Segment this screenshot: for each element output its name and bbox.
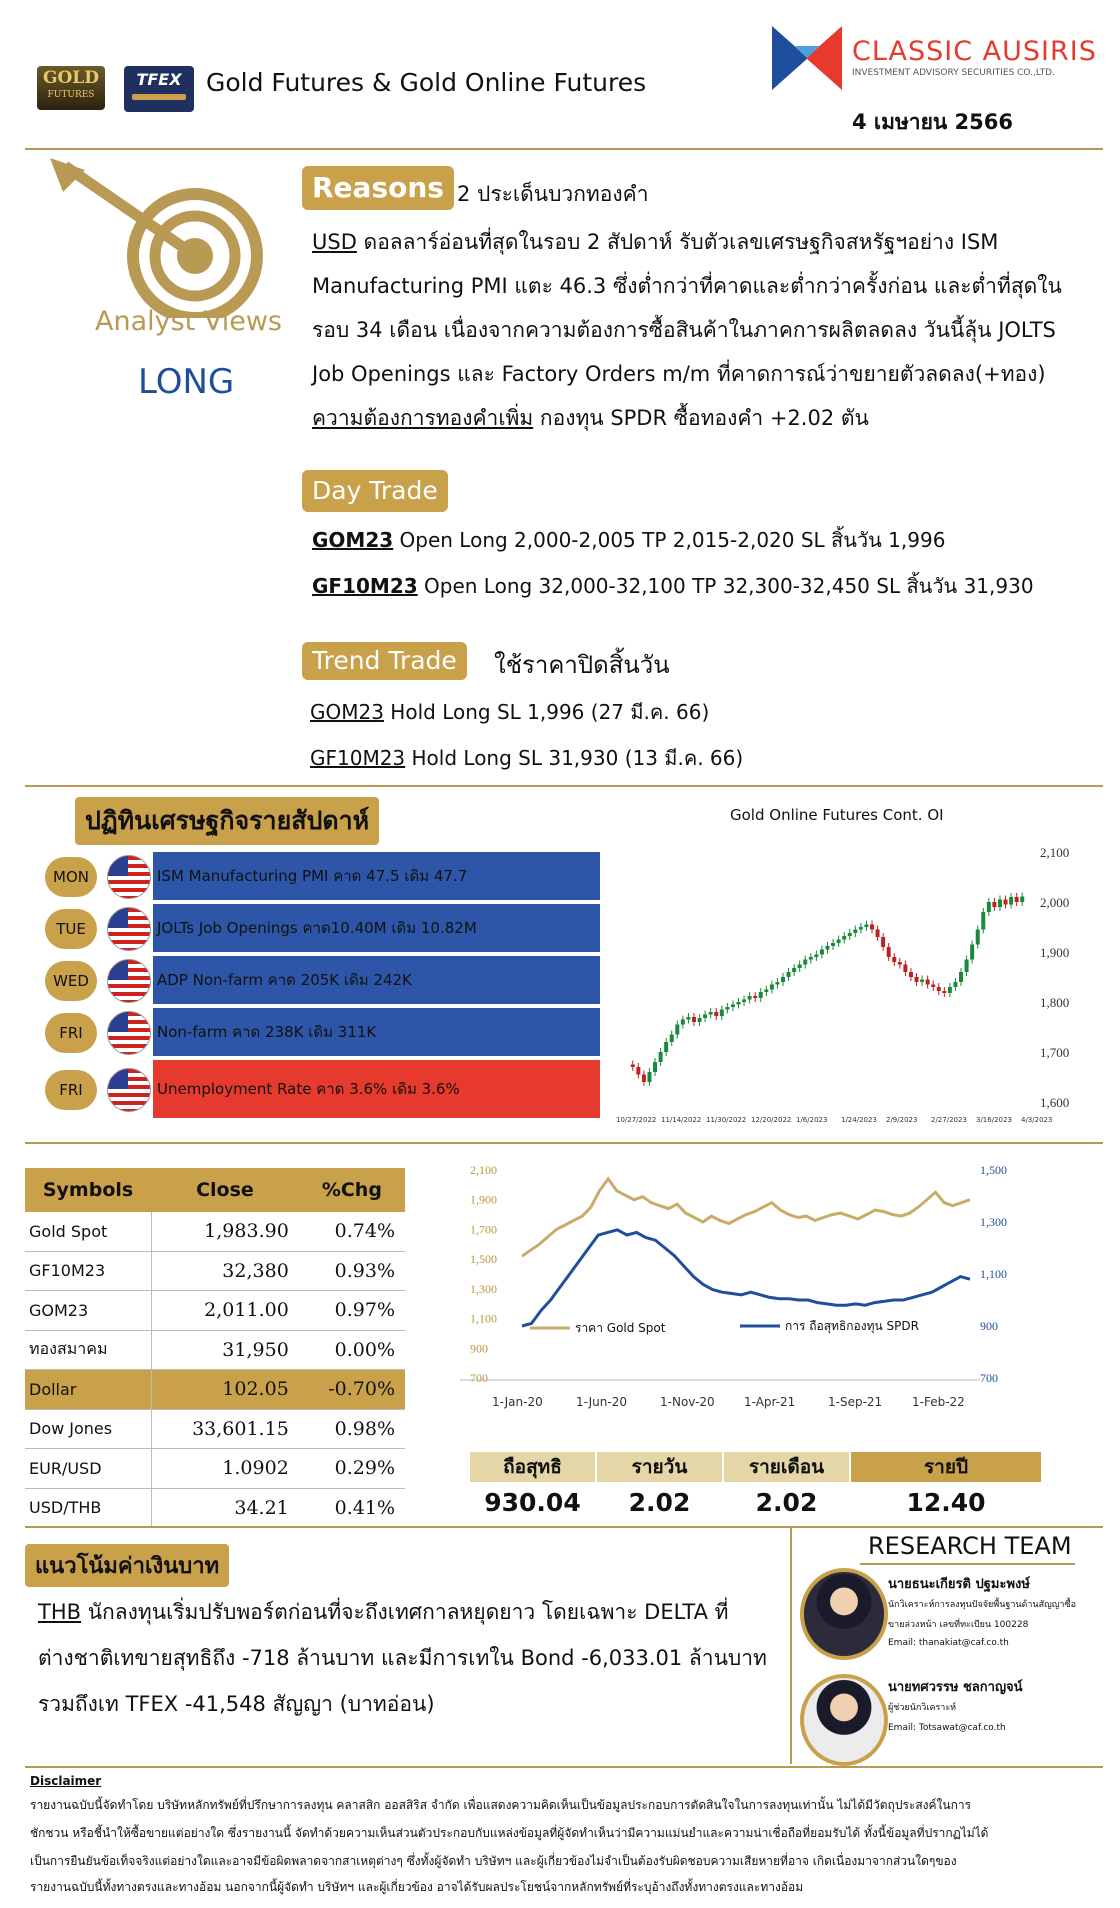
classic-ausiris-logo [772, 26, 842, 90]
stat-header-daily: รายวัน [597, 1452, 722, 1482]
us-flag-icon [107, 907, 151, 951]
candle-body [748, 996, 752, 1000]
candle-body [992, 902, 996, 907]
x-tick-label: 2/9/2023 [886, 1116, 918, 1124]
us-flag-icon [107, 1011, 151, 1055]
baht-line-2: ต่างชาติเทขายสุทธิถึง -718 ล้านบาท และมีการเทใน Bond -6,033.01 ล้านบาท [38, 1646, 767, 1670]
candle-body [803, 960, 807, 965]
research-title: RESEARCH TEAM [868, 1532, 1072, 1560]
candle-body [948, 987, 952, 993]
candle-body [953, 982, 957, 987]
quote-close: 1,983.90 [151, 1212, 299, 1251]
divider-charts [25, 1142, 1103, 1144]
quote-symbol: USD/THB [25, 1488, 151, 1528]
quote-change: 0.93% [299, 1251, 405, 1291]
candle-body [887, 947, 891, 957]
candle-body [709, 1012, 713, 1015]
day-trade-symbol-2: GF10M23 [312, 574, 418, 598]
x-tick-label: 10/27/2022 [616, 1116, 657, 1124]
gold-futures-logo [37, 66, 105, 110]
baht-line-1 [38, 1590, 728, 1634]
right-y-tick-label: 1,300 [980, 1215, 1007, 1229]
candle-body [881, 937, 885, 947]
day-trade-row-1 [312, 518, 945, 562]
stat-value-monthly: 2.02 [755, 1487, 818, 1517]
left-y-tick-label: 900 [470, 1341, 488, 1356]
candle-body [848, 933, 852, 936]
stat-value-net: 930.04 [484, 1487, 581, 1517]
x-tick-label: 1-Feb-22 [912, 1395, 965, 1409]
candle-body [798, 965, 802, 969]
brand-name: CLASSIC AUSIRIS [852, 36, 1097, 67]
quotes-header-symbols: Symbols [25, 1168, 151, 1212]
reason-demand-key: ความต้องการทองคำเพิ่ม [312, 406, 534, 430]
analyst-1-email: Email: thanakiat@caf.co.th [888, 1638, 1009, 1648]
divider-top [25, 148, 1103, 150]
us-flag-icon [107, 1068, 151, 1112]
left-y-tick-label: 1,500 [470, 1252, 497, 1267]
calendar-day: FRI [45, 1070, 97, 1110]
trend-trade-text-1: Hold Long SL 1,996 (27 มี.ค. 66) [383, 700, 710, 724]
candle-body [931, 985, 935, 988]
trend-trade-text-2: Hold Long SL 31,930 (13 มี.ค. 66) [405, 746, 744, 770]
quote-change: 0.98% [299, 1409, 405, 1449]
calendar-day: MON [45, 857, 97, 897]
day-trade-tag: Day Trade [302, 470, 448, 512]
candle-body [915, 977, 919, 982]
quotes-header-close: Close [151, 1168, 299, 1212]
reason-line-5 [312, 396, 869, 440]
candle-body [976, 930, 980, 945]
x-tick-label: 1-Apr-21 [744, 1395, 796, 1409]
candle-body [876, 930, 880, 938]
trend-trade-row-2 [310, 736, 743, 780]
candle-chart-title: Gold Online Futures Cont. OI [730, 806, 944, 824]
tfex-logo-text: TFEX [136, 70, 182, 89]
series-line-gold-spot [522, 1179, 970, 1256]
reason-demand-text: กองทุน SPDR ซื้อทองคำ +2.02 ตัน [533, 406, 869, 430]
analyst-2-avatar [800, 1674, 888, 1766]
quotes-header-chg: %Chg [299, 1168, 405, 1212]
analyst-view-long: LONG [138, 362, 235, 402]
candle-body [659, 1052, 663, 1062]
quote-symbol: EUR/USD [25, 1449, 151, 1489]
x-tick-label: 1-Jun-20 [576, 1395, 627, 1409]
analyst-2-role: ผู้ช่วยนักวิเคราะห์ [888, 1703, 957, 1713]
table-row [25, 1449, 405, 1489]
candle-body [1015, 897, 1019, 902]
right-y-tick-label: 700 [980, 1371, 998, 1385]
day-trade-text-1: Open Long 2,000-2,005 TP 2,015-2,020 SL สิ้นวัน 1,996 [393, 528, 946, 552]
x-tick-label: 4/3/2023 [1021, 1116, 1053, 1124]
quote-symbol: GF10M23 [25, 1251, 151, 1291]
day-trade-row-2 [312, 564, 1034, 608]
quote-close: 32,380 [151, 1251, 299, 1291]
candle-body [809, 957, 813, 960]
quote-change: 0.00% [299, 1330, 405, 1370]
y-tick-label: 1,700 [1040, 1045, 1070, 1060]
left-y-tick-label: 1,700 [470, 1222, 497, 1237]
x-tick-label: 12/20/2022 [751, 1116, 792, 1124]
calendar-row [45, 1008, 600, 1058]
candle-body [920, 980, 924, 983]
tfex-logo-bar [132, 94, 186, 100]
analyst-views-label: Analyst Views [95, 306, 282, 337]
calendar-row [45, 904, 600, 954]
candle-body [781, 977, 785, 982]
quote-close: 33,601.15 [151, 1409, 299, 1449]
candle-body [692, 1017, 696, 1022]
x-tick-label: 1-Nov-20 [660, 1395, 715, 1409]
disclaimer-line-2: ชักชวน หรือชี้นำให้ซื้อขายแต่อย่างใด ซึ่งรายงานนี้ จัดทำด้วยความเห็นส่วนตัวประกอบกับแหล่งข้อมูลที่ผู้จัดทำเห็นว่ามีความแม่นยำและความน่าเชื่อถือที่ยอมรับได้ ทั้งนี้ข้อมูลที่ปรากฏไม่ได้ [30, 1826, 989, 1840]
quote-change: 0.97% [299, 1291, 405, 1331]
table-row [25, 1212, 405, 1251]
disclaimer-line-3: เป็นการยืนยันข้อเท็จจริงแต่อย่างใดและอาจมีข้อผิดพลาดจากสาเหตุต่างๆ ซึ่งทั้งผู้จัดทำ บริษัทฯ และผู้เกี่ยวข้องไม่จำเป็นต้องรับผิดชอบความเสียหายที่อาจ เกิดเนื่องมาจากส่วนใดๆของ [30, 1854, 957, 1868]
x-tick-label: 1-Sep-21 [828, 1395, 883, 1409]
candle-body [647, 1072, 651, 1082]
table-row [25, 1330, 405, 1370]
target-arrow-icon [45, 158, 285, 318]
reason-line-2: Manufacturing PMI แตะ 46.3 ซึ่งต่ำกว่าที่คาดและต่ำกว่าครั้งก่อน และต่ำที่สุดใน [312, 274, 1062, 298]
page-title: Gold Futures & Gold Online Futures [206, 68, 647, 97]
calendar-row [45, 956, 600, 1006]
left-y-tick-label: 1,900 [470, 1192, 497, 1207]
candle-body [831, 943, 835, 946]
stat-header-yearly: รายปี [851, 1452, 1041, 1482]
report-date: 4 เมษายน 2566 [852, 110, 1013, 134]
candle-body [681, 1020, 685, 1025]
candle-body [903, 965, 907, 973]
candle-body [837, 940, 841, 944]
day-trade-text-2: Open Long 32,000-32,100 TP 32,300-32,450 SL สิ้นวัน 31,930 [417, 574, 1034, 598]
gold-logo-sub: FUTURES [47, 90, 95, 100]
analyst-2-name: นายทศวรรษ ชลกาญจน์ [888, 1680, 1023, 1695]
calendar-row [45, 852, 600, 902]
analyst-1-role: นักวิเคราะห์การลงทุนปัจจัยพื้นฐานด้านสัญญาซื้อ [888, 1600, 1076, 1610]
x-tick-label: 1-Jan-20 [492, 1395, 543, 1409]
gold-logo-text: GOLD [42, 68, 100, 88]
legend-label-spdr: การ ถือสุทธิกองทุน SPDR [785, 1319, 919, 1333]
calendar-day: WED [45, 961, 97, 1001]
quote-close: 102.05 [151, 1370, 299, 1410]
candle-body [942, 991, 946, 993]
candle-body [698, 1018, 702, 1022]
y-tick-label: 1,600 [1040, 1095, 1070, 1110]
tfex-logo [124, 66, 194, 112]
candle-body [1020, 897, 1024, 903]
y-tick-label: 2,000 [1040, 895, 1070, 910]
candle-body [926, 980, 930, 985]
quote-close: 31,950 [151, 1330, 299, 1370]
calendar-event: ADP Non-farm คาด 205K เดิม 242K [153, 956, 600, 1006]
quote-close: 2,011.00 [151, 1291, 299, 1331]
x-tick-label: 2/27/2023 [931, 1116, 967, 1124]
candle-body [987, 902, 991, 912]
gold-spdr-chart [460, 1160, 1040, 1420]
candle-body [636, 1067, 640, 1075]
candle-body [770, 985, 774, 990]
x-tick-label: 1/24/2023 [841, 1116, 877, 1124]
x-tick-label: 11/14/2022 [661, 1116, 702, 1124]
candle-body [1009, 897, 1013, 905]
candle-body [775, 982, 779, 985]
disclaimer-line-1: รายงานฉบับนี้จัดทำโดย บริษัทหลักทรัพย์ที่ปรึกษาการลงทุน คลาสสิก ออสสิริส จำกัด เพื่อแสดงความคิดเห็นเป็นข้อมูลประกอบการตัดสินใจในการลงทุนเท่านั้น ไม่ได้มีวัตถุประสงค์ในการ [30, 1798, 972, 1812]
table-row [25, 1370, 405, 1410]
quote-close: 1.0902 [151, 1449, 299, 1489]
divider-mid [25, 785, 1103, 787]
candle-body [814, 955, 818, 958]
candle-body [820, 950, 824, 955]
day-trade-symbol-1: GOM23 [312, 528, 394, 552]
right-y-tick-label: 900 [980, 1319, 998, 1333]
reason-usd-text: ดอลลาร์อ่อนที่สุดในรอบ 2 สัปดาห์ รับตัวเลขเศรษฐกิจสหรัฐฯอย่าง ISM [356, 230, 999, 254]
reasons-tag: Reasons [302, 166, 454, 210]
brand-sub: INVESTMENT ADVISORY SECURITIES CO.,LTD. [852, 68, 1055, 78]
quotes-header-row [25, 1168, 405, 1212]
x-tick-label: 1/6/2023 [796, 1116, 828, 1124]
calendar-event: JOLTs Job Openings คาด10.40M เดิม 10.82M [153, 904, 600, 954]
quote-symbol: Gold Spot [25, 1212, 151, 1251]
table-row [25, 1291, 405, 1331]
quote-change: 0.41% [299, 1488, 405, 1528]
candle-body [664, 1042, 668, 1052]
reasons-subtitle: 2 ประเด็นบวกทองคำ [457, 182, 649, 206]
candle-body [892, 957, 896, 962]
calendar-event: Unemployment Rate คาด 3.6% เดิม 3.6% [153, 1060, 600, 1120]
calendar-row [45, 1060, 600, 1120]
calendar-event: Non-farm คาด 238K เดิม 311K [153, 1008, 600, 1058]
candle-body [764, 990, 768, 993]
candle-body [753, 996, 757, 998]
baht-line-3: รวมถึงเท TFEX -41,548 สัญญา (บาทอ่อน) [38, 1692, 435, 1716]
candle-body [864, 925, 868, 928]
trend-trade-symbol-1: GOM23 [310, 700, 384, 724]
research-divider [790, 1528, 792, 1764]
stat-header-monthly: รายเดือน [724, 1452, 849, 1482]
baht-tag: แนวโน้มค่าเงินบาท [25, 1544, 229, 1587]
candle-body [759, 992, 763, 998]
trend-trade-symbol-2: GF10M23 [310, 746, 406, 770]
candle-body [826, 946, 830, 950]
us-flag-icon [107, 959, 151, 1003]
analyst-1-name: นายธนะเกียรติ ปฐมะพงษ์ [888, 1577, 1030, 1592]
analyst-2-email: Email: Totsawat@caf.co.th [888, 1723, 1006, 1733]
candle-chart [615, 830, 1095, 1130]
candle-body [870, 925, 874, 930]
quote-close: 34.21 [151, 1488, 299, 1528]
candle-body [731, 1005, 735, 1008]
candle-body [842, 936, 846, 940]
candle-body [703, 1015, 707, 1019]
candle-body [909, 972, 913, 977]
candle-body [898, 962, 902, 965]
candle-body [631, 1065, 635, 1068]
candle-body [1004, 900, 1008, 905]
candle-body [670, 1035, 674, 1043]
disclaimer-title: Disclaimer [30, 1774, 102, 1788]
candle-body [853, 930, 857, 934]
table-row [25, 1409, 405, 1449]
candle-body [736, 1002, 740, 1005]
research-title-underline [860, 1563, 1075, 1565]
x-tick-label: 3/16/2023 [976, 1116, 1012, 1124]
candle-body [725, 1007, 729, 1010]
right-y-tick-label: 1,100 [980, 1267, 1007, 1281]
stat-value-daily: 2.02 [628, 1487, 691, 1517]
quote-change: 0.74% [299, 1212, 405, 1251]
x-tick-label: 11/30/2022 [706, 1116, 747, 1124]
trend-trade-row-1 [310, 690, 709, 734]
table-row [25, 1488, 405, 1528]
legend-label-gold: ราคา Gold Spot [575, 1321, 666, 1335]
reason-line-4: Job Openings และ Factory Orders m/m ที่คาดการณ์ว่าขยายตัวลดลง(+ทอง) [312, 362, 1046, 386]
divider-lower [25, 1526, 1103, 1528]
quotes-table [25, 1168, 405, 1528]
quote-symbol: GOM23 [25, 1291, 151, 1331]
candle-body [720, 1010, 724, 1017]
quote-symbol: ทองสมาคม [25, 1330, 151, 1370]
candle-body [981, 912, 985, 930]
calendar-title: ปฏิทินเศรษฐกิจรายสัปดาห์ [75, 797, 379, 845]
reason-usd-key: USD [312, 230, 357, 254]
quote-change: 0.29% [299, 1449, 405, 1489]
candle-body [642, 1075, 646, 1083]
quote-symbol: Dollar [25, 1370, 151, 1410]
candle-body [965, 960, 969, 973]
baht-text-1: นักลงทุนเริ่มปรับพอร์ตก่อนที่จะถึงเทศกาลหยุดยาว โดยเฉพาะ DELTA ที่ [81, 1600, 729, 1624]
candle-body [787, 972, 791, 977]
left-y-tick-label: 2,100 [470, 1163, 497, 1177]
stat-header-net: ถือสุทธิ [470, 1452, 595, 1482]
reason-line-1 [312, 220, 998, 264]
baht-key: THB [38, 1600, 82, 1624]
candle-body [970, 945, 974, 960]
series-line-spdr [522, 1230, 970, 1326]
quote-symbol: Dow Jones [25, 1409, 151, 1449]
candle-body [859, 927, 863, 930]
trend-trade-subtitle: ใช้ราคาปิดสิ้นวัน [494, 651, 670, 679]
candle-body [937, 987, 941, 991]
candle-body [675, 1025, 679, 1035]
calendar-day: FRI [45, 1013, 97, 1053]
quote-change: -0.70% [299, 1370, 405, 1410]
left-y-tick-label: 1,100 [470, 1311, 497, 1326]
reason-line-3: รอบ 34 เดือน เนื่องจากความต้องการซื้อสินค้าในภาคการผลิตลดลง วันนี้ลุ้น JOLTS [312, 318, 1056, 342]
left-y-tick-label: 1,300 [470, 1281, 497, 1296]
candle-body [686, 1017, 690, 1020]
disclaimer-line-4: รายงานฉบับนี้ทั้งทางตรงและทางอ้อม นอกจากนี้ผู้จัดทำ บริษัทฯ และผู้เกี่ยวข้อง อาจได้รับผลประโยชน์จากหลักทรัพย์ที่ระบุอ้างถึงทั้งทางตรงและทางอ้อม [30, 1880, 804, 1894]
analyst-1-role-2: ขายล่วงหน้า เลขที่ทะเบียน 100228 [888, 1620, 1029, 1630]
y-tick-label: 1,900 [1040, 945, 1070, 960]
divider-bottom [25, 1766, 1103, 1768]
candle-body [998, 900, 1002, 908]
candle-body [742, 1000, 746, 1003]
candle-body [714, 1012, 718, 1016]
us-flag-icon [107, 855, 151, 899]
analyst-1-avatar [800, 1568, 888, 1660]
trend-trade-tag: Trend Trade [302, 642, 467, 680]
table-row [25, 1251, 405, 1291]
stat-value-yearly: 12.40 [906, 1487, 986, 1517]
candle-body [653, 1062, 657, 1072]
candle-body [792, 968, 796, 972]
y-tick-label: 2,100 [1040, 845, 1070, 860]
calendar-event: ISM Manufacturing PMI คาด 47.5 เดิม 47.7 [153, 852, 600, 902]
left-y-tick-label: 700 [470, 1371, 488, 1385]
calendar-day: TUE [45, 909, 97, 949]
right-y-tick-label: 1,500 [980, 1163, 1007, 1177]
candle-body [959, 972, 963, 982]
y-tick-label: 1,800 [1040, 995, 1070, 1010]
